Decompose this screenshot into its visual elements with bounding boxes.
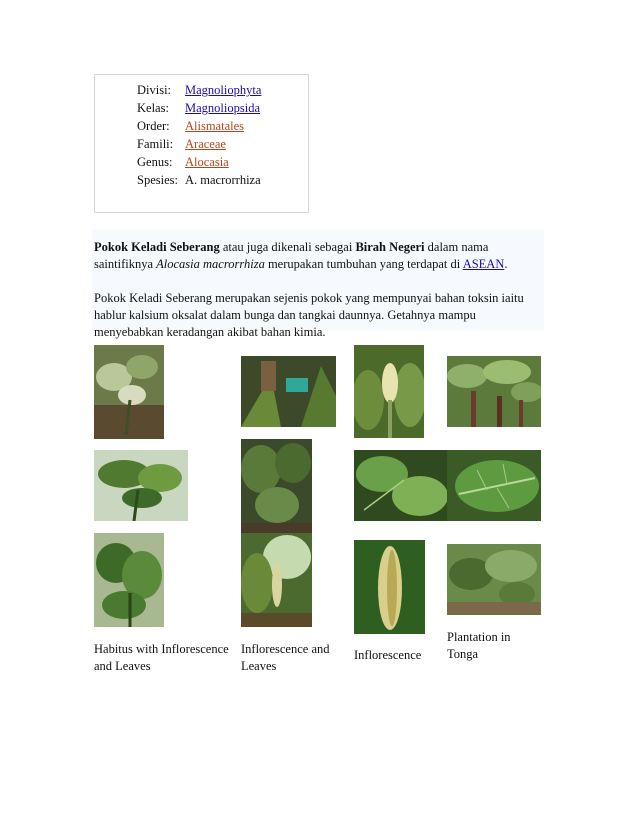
toxin-paragraph: Pokok Keladi Seberang merupakan sejenis pokok yang mempunyai bahan toksin iaitu hablur kalsium oksalat dalam bunga dan tangkai daunnya. Getahnya mampu menyebabkan keradangan akibat bahan kimia.	[94, 291, 524, 339]
photo-habitus	[94, 345, 164, 439]
photo-habitus-2	[94, 533, 164, 627]
scientific-name: Alocasia macrorrhiza	[156, 257, 265, 271]
photo-inflorescence-leaves	[241, 533, 312, 627]
taxonomy-link-famili[interactable]: Araceae	[185, 137, 226, 151]
photo-inflorescence-closeup	[354, 540, 425, 634]
taxonomy-value-spesies: A. macrorrhiza	[185, 173, 261, 187]
intro-text-1: atau juga dikenali sebagai	[219, 240, 356, 254]
photo-large-leaf	[447, 450, 541, 521]
taxonomy-link-genus[interactable]: Alocasia	[185, 155, 229, 169]
photo-inflorescence-spathe	[354, 345, 424, 438]
intro-paragraph	[92, 229, 544, 273]
photo-plantation-tonga	[447, 544, 541, 615]
alt-plant-name: Birah Negeri	[355, 240, 425, 254]
taxonomy-key: Spesies:	[137, 173, 178, 187]
photo-plantation	[447, 356, 541, 427]
taxonomy-link-divisi[interactable]: Magnoliophyta	[185, 83, 262, 97]
intro-text-2: dalam nama saintifiknya	[94, 240, 489, 271]
taxonomy-key: Order:	[137, 119, 170, 133]
photo-leaf-closeup	[354, 450, 448, 521]
taxonomy-row-genus	[137, 153, 265, 171]
caption-inflorescence-leaves: Inflorescence and Leaves	[241, 642, 330, 673]
photo-inflorescence-leaves-label	[241, 356, 336, 427]
taxonomy-link-kelas[interactable]: Magnoliopsida	[185, 101, 260, 115]
taxonomy-box	[94, 74, 309, 213]
taxonomy-key: Genus:	[137, 155, 173, 169]
taxonomy-key: Famili:	[137, 137, 174, 151]
photo-plant-shade	[241, 439, 312, 533]
caption-habitus: Habitus with Inflorescence and Leaves	[94, 642, 229, 673]
photo-leaves-sky	[94, 450, 188, 521]
taxonomy-row-order	[137, 117, 265, 135]
taxonomy-table	[137, 81, 265, 189]
intro-text-4: .	[504, 257, 508, 271]
caption-inflorescence: Inflorescence	[354, 648, 422, 662]
intro-text-3: merupakan tumbuhan yang terdapat di	[264, 257, 463, 271]
taxonomy-link-order[interactable]: Alismatales	[185, 119, 245, 133]
caption-plantation-tonga: Plantation in Tonga	[447, 630, 511, 661]
taxonomy-row-famili	[137, 135, 265, 153]
taxonomy-row-kelas	[137, 99, 265, 117]
taxonomy-key: Kelas:	[137, 101, 169, 115]
asean-link[interactable]: ASEAN	[462, 257, 505, 271]
taxonomy-row-spesies	[137, 171, 265, 189]
description-section	[92, 229, 544, 339]
taxonomy-row-divisi	[137, 81, 265, 99]
taxonomy-key: Divisi:	[137, 83, 172, 97]
plant-name: Pokok Keladi Seberang	[94, 240, 220, 254]
